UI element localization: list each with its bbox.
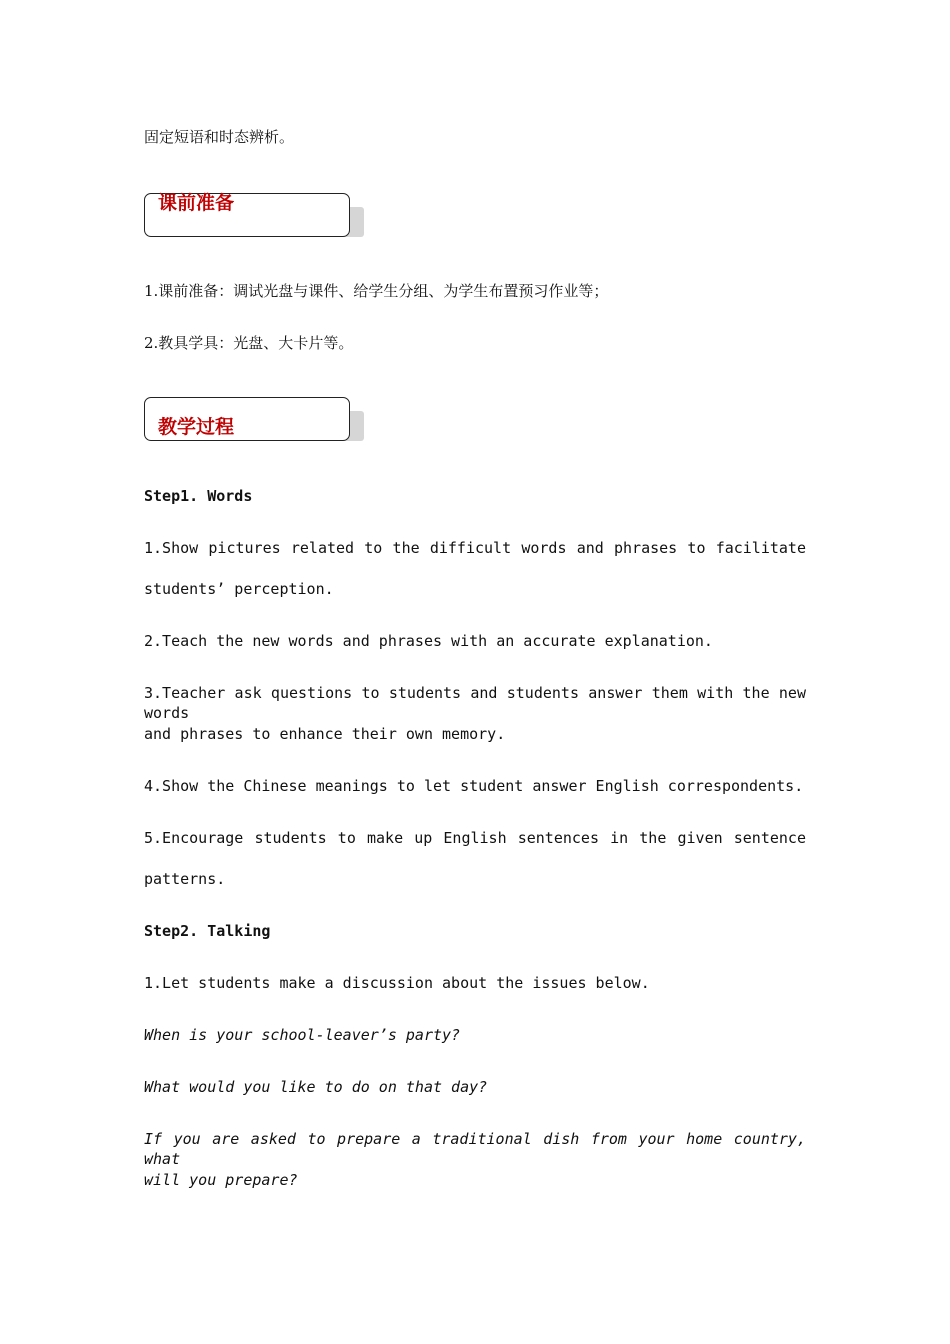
step2-heading: Step2. Talking	[144, 922, 271, 940]
step2-question-3-line1: If you are asked to prepare a traditional dish from your home country, what	[144, 1130, 806, 1168]
step1-item1-line1: 1.Show pictures related to the difficult words and phrases to facilitate	[144, 539, 806, 557]
preparation-item-2: 2.教具学具：光盘、大卡片等。	[144, 334, 354, 352]
step2-question-2: What would you like to do on that day?	[144, 1078, 488, 1096]
step1-item1-line2: students’ perception.	[144, 580, 334, 598]
intro-text: 固定短语和时态辨析。	[144, 128, 295, 146]
step2-item1: 1.Let students make a discussion about the issues below.	[144, 974, 650, 992]
step1-item5-line1: 5.Encourage students to make up English sentences in the given sentence	[144, 829, 806, 847]
step1-item5-line2: patterns.	[144, 870, 226, 888]
preparation-item-1: 1.课前准备：调试光盘与课件、给学生分组、为学生布置预习作业等；	[144, 282, 609, 300]
step2-question-1: When is your school-leaver’s party?	[144, 1026, 461, 1044]
section-title-process: 教学过程	[158, 416, 235, 438]
section-header-process	[144, 397, 350, 439]
step1-item4: 4.Show the Chinese meanings to let student answer English correspondents.	[144, 777, 804, 795]
step1-item3-line2: and phrases to enhance their own memory.	[144, 725, 506, 743]
step1-item2: 2.Teach the new words and phrases with an accurate explanation.	[144, 632, 713, 650]
step1-item3-line1: 3.Teacher ask questions to students and students answer them with the new words	[144, 684, 806, 722]
step2-question-3-line2: will you prepare?	[144, 1171, 298, 1189]
step1-heading: Step1. Words	[144, 487, 253, 505]
section-header-preparation	[144, 193, 350, 235]
section-title-preparation: 课前准备	[158, 192, 235, 214]
